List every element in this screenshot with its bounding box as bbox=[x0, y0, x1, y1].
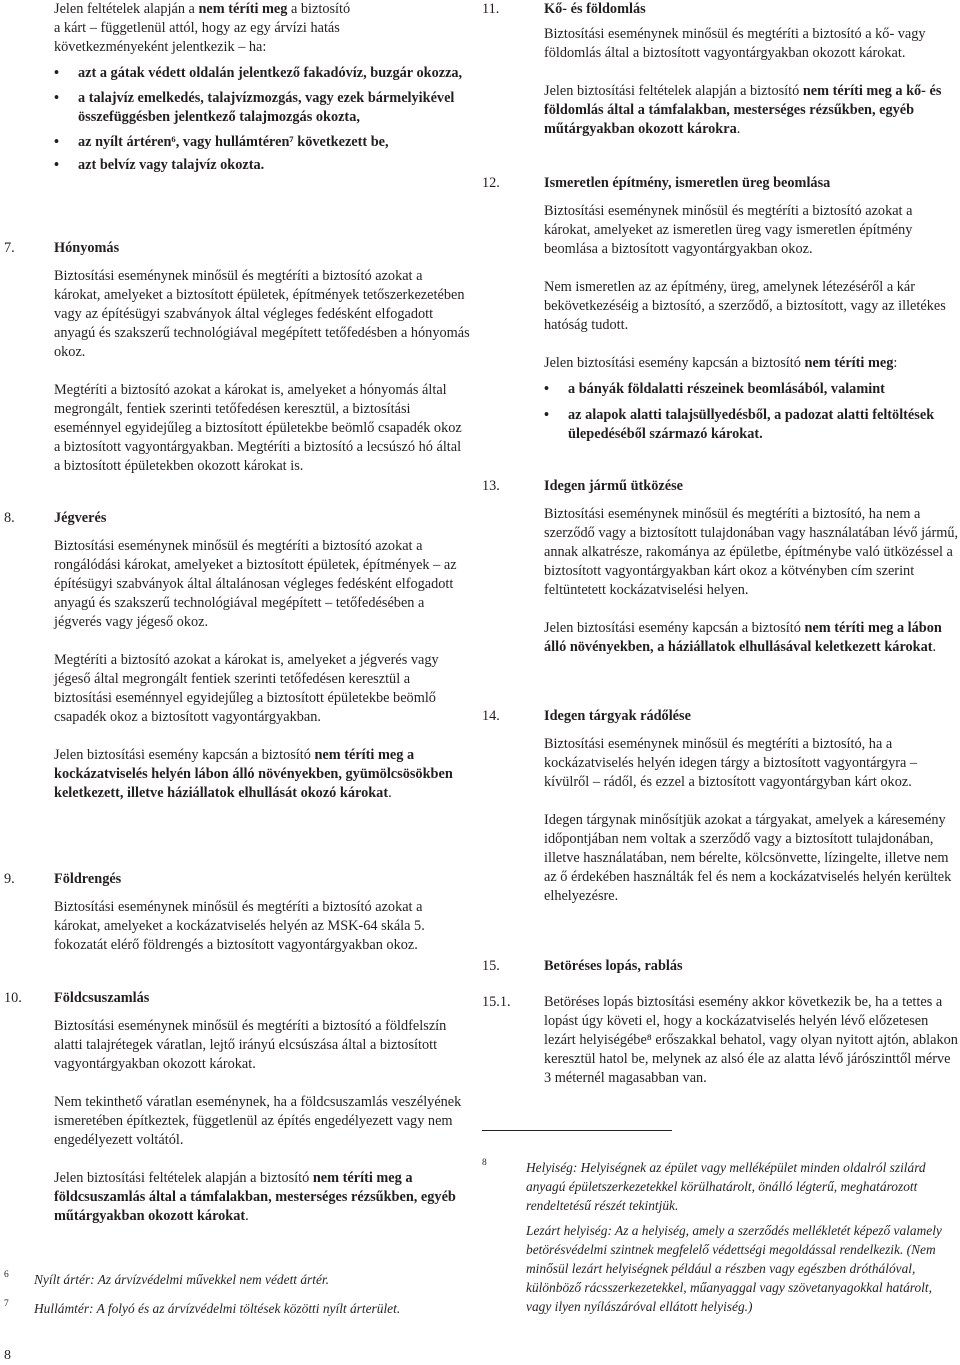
section-15-1 bbox=[482, 993, 960, 1088]
section-title: Idegen jármű ütközése bbox=[544, 478, 683, 494]
exclusion-list bbox=[482, 380, 960, 444]
section-title: Ismeretlen építmény, ismeretlen üreg beomlása bbox=[544, 175, 831, 191]
section-number: 7. bbox=[4, 240, 15, 256]
section-paragraph: Jelen biztosítási esemény kapcsán a biztosító nem téríti meg a lábon álló növényekben, a háziállatok elhullásával keletkezett károkat. bbox=[544, 620, 942, 655]
section-number: 10. bbox=[4, 990, 22, 1006]
section-paragraph: Megtéríti a biztosító azokat a károkat is, amelyeket a jégverés vagy jégeső által megrongált fentiek szerinti tetőfedésen keresztül a biztosítási eseménnyel egyidejűleg a biztosított épületekbe beömlő csapadék okoz a biztosított vagyontárgyakban. bbox=[54, 652, 439, 725]
section-title: Jégverés bbox=[54, 510, 107, 526]
section-paragraph: Idegen tárgynak minősítjük azokat a tárgyakat, amelyek a káresemény időpontjában nem voltak a szerződő vagy a biztosított tulajdonában, illetve használatában, nem bérelte, kölcsönvette, lízingelte, illetve nem az ő érdekében használták fel és nem a kockázatviselés helyén kerültek elhelyezésre. bbox=[544, 812, 952, 904]
section-title: Idegen tárgyak rádőlése bbox=[544, 708, 691, 724]
section-paragraph: Biztosítási eseménynek minősül és megtéríti a biztosító azokat a károkat, amelyeket a biztosított épületek, építmények tetőszerkezetében vagy az építésügyi szabványok által végleges fedésként elfogadott anyagú és szakszerű technológiával megépített tetőfedésben a hónyomás okoz. bbox=[54, 268, 470, 360]
section-paragraph: Jelen biztosítási esemény kapcsán a biztosító nem téríti meg a kockázatviselés helyén lábon álló növényekben, gyümölcsösökben keletkezett, illetve háziállatok elhullását okozó károkat. bbox=[54, 747, 453, 801]
section-number: 9. bbox=[4, 871, 15, 887]
section-paragraph: Biztosítási eseménynek minősül és megtéríti a biztosító a földfelszín alatti talajrétegek váratlan, lejtő irányú elcsúszása által a biztosított vagyontárgyakban okozott károkat. bbox=[54, 1018, 447, 1072]
section-paragraph: Jelen biztosítási feltételek alapján a biztosító nem téríti meg a földcsuszamlás által a támfalakban, mesterséges rézsűkben, egyéb műtárgyakban okozott károkat. bbox=[54, 1170, 456, 1224]
section-paragraph: Biztosítási eseménynek minősül és megtéríti a biztosító a kő- vagy földomlás által a biztosított vagyontárgyakban okozott károkat. bbox=[544, 26, 926, 61]
section-title: Földcsuszamlás bbox=[54, 990, 150, 1006]
footnote-8: 8 Helyiség: Helyiségnek az épület vagy melléképület minden oldalról szilárd anyagú épületszerkezetekkel körülhatárolt, önálló légterű, meghatározott rendeltetésű részét tekintjük. Lezárt helyiség: Az a helyiség, amely a szerződés mellékletét képező valamely betörésvédelmi szintnek megfelelő védettségi megoldással rendelkezik. (Nem minősül lezárt helyiségnek például a részben vagy egészben dróthálóval, különböző rácsszerkezetekkel, műanyaggal vagy szövetanyagokkal határolt, vagy ilyen nyílászáróval ellátott helyiség.) bbox=[482, 1158, 960, 1316]
bullet-icon: • bbox=[544, 407, 550, 423]
bullet-icon: • bbox=[54, 134, 60, 150]
section-paragraph: Jelen biztosítási esemény kapcsán a biztosító nem téríti meg: bbox=[544, 355, 898, 371]
section-paragraph: Biztosítási eseménynek minősül és megtéríti a biztosító, ha a kockázatviselés helyén idegen tárgy a biztosított vagyontárgyra – kívülről – rádől, és ezzel a biztosított vagyontárgyban kárt okoz. bbox=[544, 736, 918, 790]
section-13 bbox=[482, 477, 960, 657]
footnote-divider bbox=[482, 1130, 672, 1131]
list-item: • az nyílt ártéren⁶, vagy hullámtéren⁷ következett be, bbox=[54, 134, 389, 150]
bullet-icon: • bbox=[54, 157, 60, 173]
bullet-icon: • bbox=[544, 381, 550, 397]
list-item: • azt belvíz vagy talajvíz okozta. bbox=[54, 157, 265, 173]
bullet-icon: • bbox=[54, 65, 60, 81]
list-item: • azt a gátak védett oldalán jelentkező fakadóvíz, buzgár okozza, bbox=[54, 65, 463, 81]
list-item: • a bányák földalatti részeinek beomlásából, valamint bbox=[544, 381, 885, 397]
section-number: 12. bbox=[482, 175, 500, 191]
section-paragraph: Megtéríti a biztosító azokat a károkat is, amelyeket a hónyomás által megrongált, fentiek szerinti tetőfedésen keresztül, a biztosítási eseménnyel egyidejűleg a biztosított épületekbe beömlő csapadék okoz a biztosított vagyontárgyakban. Megtéríti a biztosító a lecsúszó hó által a biztosított épületekben okozott károkat is. bbox=[54, 382, 462, 474]
section-paragraph: Nem ismeretlen az az építmény, üreg, amelynek létezéséről a kár bekövetkezéséig a biztosító, a szerződő, a biztosított, vagy az illetékes hatóság tudott. bbox=[544, 279, 946, 333]
list-item: • a talajvíz emelkedés, talajvízmozgás, vagy ezek bármelyikével összefüggésben jelentkező talajmozgás okozta, bbox=[54, 90, 455, 125]
section-number: 13. bbox=[482, 478, 500, 494]
section-title: Földrengés bbox=[54, 871, 122, 887]
section-paragraph: Biztosítási eseménynek minősül és megtéríti a biztosító azokat a károkat, amelyeket az ismeretlen üreg vagy ismeretlen építmény beomlása a biztosított vagyontárgyakban okoz. bbox=[544, 203, 913, 257]
page-number: 8 bbox=[4, 1348, 11, 1363]
section-9 bbox=[4, 870, 470, 955]
section-8 bbox=[4, 509, 470, 803]
exclusion-list bbox=[0, 64, 470, 175]
section-number: 11. bbox=[482, 1, 500, 17]
section-title: Hónyomás bbox=[54, 240, 120, 256]
bullet-icon: • bbox=[54, 90, 60, 106]
footnote-mark: 7 bbox=[4, 1299, 9, 1309]
section-paragraph: Biztosítási eseménynek minősül és megtéríti a biztosító, ha nem a szerződő vagy a biztosított tulajdonában vagy használatában lévő jármű, annak alkatrésze, rakománya az épületbe, építménybe való ütközéssel a biztosított vagyontárgyakban kárt okoz a kötvényben cím szerint feltüntetett kockázatviselési helyen. bbox=[544, 506, 959, 598]
section-paragraph: Biztosítási eseménynek minősül és megtéríti a biztosító azokat a károkat, amelyeket a kockázatviselés helyén az MSK-64 skála 5. fokozatát elérő földrengés a biztosított vagyontárgyakban okoz. bbox=[54, 899, 425, 953]
section-number: 15.1. bbox=[482, 994, 511, 1010]
section-number: 15. bbox=[482, 958, 500, 974]
intro-paragraph: Jelen feltételek alapján a nem téríti meg a biztosító a kárt – függetlenül attól, hogy az egy árvízi hatás következményeként jelentkezik – ha: bbox=[54, 1, 351, 55]
section-10 bbox=[4, 989, 470, 1226]
intro-block bbox=[0, 0, 470, 181]
section-number: 8. bbox=[4, 510, 15, 526]
footnote-7: 7 Hullámtér: A folyó és az árvízvédelmi töltések közötti nyílt árterület. bbox=[4, 1299, 464, 1318]
footnote-mark: 6 bbox=[4, 1270, 9, 1280]
section-11 bbox=[482, 0, 960, 139]
section-7 bbox=[4, 239, 470, 476]
footnote-mark: 8 bbox=[482, 1158, 487, 1168]
section-paragraph: Betöréses lopás biztosítási esemény akkor következik be, ha a tettes a lopást úgy követi el, hogy a kockázatviselés helyén lévő előzetesen lezárt helyiségébe⁸ erőszakkal behatol, vagy olyan nyitott ajtón, ablakon keresztül hatol be, melynek az alsó éle az alatta lévő járószinttől mérve 3 méternél magasabban van. bbox=[544, 994, 958, 1086]
section-14 bbox=[482, 707, 960, 906]
footnote-6: 6 Nyílt ártér: Az árvízvédelmi művekkel nem védett ártér. bbox=[4, 1270, 464, 1289]
section-paragraph: Biztosítási eseménynek minősül és megtéríti a biztosító azokat a rongálódási károkat, amelyeket a biztosított épületek, építmények – az építésügyi szabványok által általánosan végleges fedésként elfogadott anyagú és szakszerű technológiával megépített – tetőfedésében a jégverés vagy jégeső okoz. bbox=[54, 538, 457, 630]
section-12 bbox=[482, 174, 960, 450]
section-paragraph: Jelen biztosítási feltételek alapján a biztosító nem téríti meg a kő- és földomlás által a támfalakban, mesterséges rézsűkben, egyéb műtárgyakban okozott károkra. bbox=[544, 83, 942, 137]
section-paragraph: Nem tekinthető váratlan eseménynek, ha a földcsuszamlás veszélyének ismeretében építkeztek, függetlenül az építés engedélyezett vagy nem engedélyezett voltától. bbox=[54, 1094, 462, 1148]
section-title: Betöréses lopás, rablás bbox=[544, 958, 683, 974]
section-15 bbox=[482, 957, 960, 976]
section-title: Kő- és földomlás bbox=[544, 1, 646, 17]
section-number: 14. bbox=[482, 708, 500, 724]
list-item: • az alapok alatti talajsüllyedésből, a padozat alatti feltöltések ülepedéséből származó károkat. bbox=[544, 407, 935, 442]
